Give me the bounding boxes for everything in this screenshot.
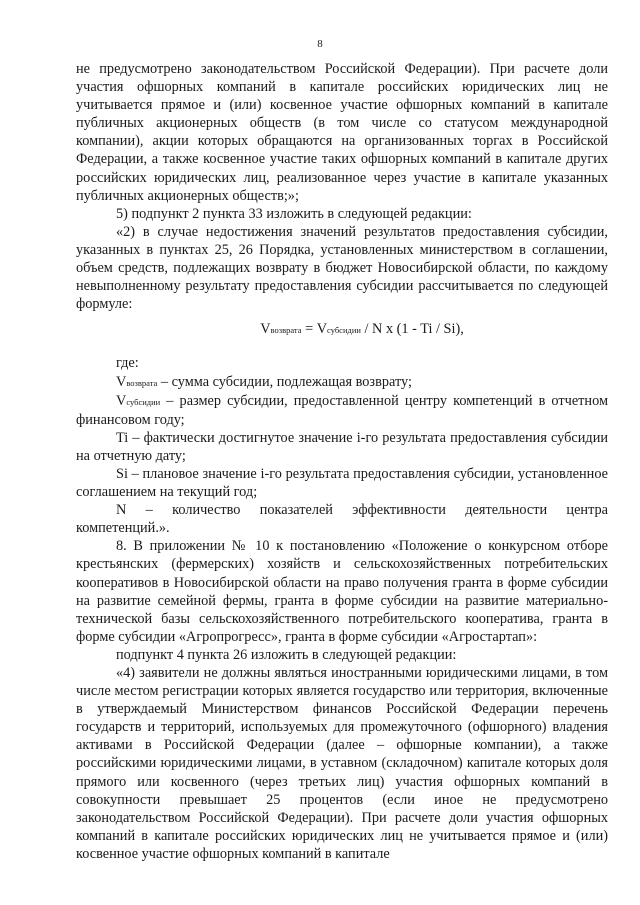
paragraph-subitem-2: «2) в случае недостижения значений результатов предоставления субсидии, указанных в пунктах 25, 26 Порядка, установленных министерством в соглашении, объем средств, подлежащих возврату в бюджет Новосибирской области, по каждому невыполненному результату предоставления субсидии рассчитывается по следующей формуле: bbox=[76, 223, 608, 313]
paragraph-subpoint-4: подпункт 4 пункта 26 изложить в следующей редакции: bbox=[116, 646, 457, 663]
def-v-letter-2: V bbox=[116, 392, 127, 409]
definition-v-vozvrata bbox=[76, 373, 608, 392]
paragraph-item-8: 8. В приложении № 10 к постановлению «Положение о конкурсном отборе крестьянских (фермерских) хозяйств и сельскохозяйственных потребительских кооперативов в Новосибирской области на право получения гранта в форме субсидии на развитие семейной фермы, гранта в форме субсидии на развитие материально-технической базы сельскохозяйственного потребительского кооператива, гранта в форме субсидии «Агропрогресс», гранта в форме субсидии «Агростартап»: bbox=[76, 538, 608, 645]
def-v-subsidii-text: – размер субсидии, предоставленной центру компетенций в отчетном финансовом году; bbox=[76, 392, 608, 428]
def-v-vozvrata-text: – сумма субсидии, подлежащая возврату; bbox=[157, 373, 412, 390]
paragraph-item-5: 5) подпункт 2 пункта 33 изложить в следующей редакции: bbox=[116, 205, 472, 222]
definition-v-subsidii bbox=[76, 392, 608, 429]
page-number: 8 bbox=[317, 38, 323, 50]
def-v-letter: V bbox=[116, 373, 127, 390]
paragraph-subitem-4: «4) заявители не должны являться иностранными юридическими лицами, в том числе местом регистрации которых является государство или территория, включенные в утверждаемый Министерством финансов Российской Федерации перечень государств и территорий, используемых для промежуточного (офшорного) владения активами в Российской Федерации (далее – офшорные компании), а также российскими юридическими лицами, в уставном (складочном) капитале которых доля прямого или косвенного (через третьих лиц) участия офшорных компаний в совокупности превышает 25 процентов (если иное не предусмотрено законодательством Российской Федерации). При расчете доли участия офшорных компаний в капитале российских юридических лиц не учитывается прямое и (или) косвенное участие офшорных компаний в капитале bbox=[76, 665, 608, 862]
definitions-where: где: bbox=[116, 355, 139, 372]
formula-rest: / N x (1 - Ti / Si), bbox=[360, 321, 464, 338]
refund-formula bbox=[76, 320, 608, 339]
paragraph-continuation: не предусмотрено законодательством Российской Федерации). При расчете доли участия офшорных компаний в капитале российских юридических лиц не учитывается прямое и (или) косвенное участие офшорных компаний в капитале публичных акционерных обществ (в том числе со статусом международной компании), акции которых обращаются на организованных торгах в Российской Федерации, а также косвенное участие таких офшорных компаний в капитале других российских юридических лиц, реализованное через участие в капитале указанных публичных акционерных обществ;»; bbox=[76, 61, 608, 204]
formula-v-letter: V bbox=[260, 321, 271, 338]
def-sub-vozvrata: возврата bbox=[126, 377, 158, 388]
document-body bbox=[76, 60, 608, 863]
formula-sub-subsidii: субсидии bbox=[327, 325, 361, 336]
definition-si: Si – плановое значение i-го результата предоставления субсидии, установленное соглашением на текущий год; bbox=[76, 465, 608, 501]
definition-ti: Ti – фактически достигнутое значение i-го результата предоставления субсидии на отчетную дату; bbox=[76, 429, 608, 464]
formula-equals: = bbox=[301, 321, 317, 338]
definition-n: N – количество показателей эффективности деятельности центра компетенций.». bbox=[76, 502, 608, 537]
formula-sub-vozvrata: возврата bbox=[270, 325, 302, 336]
def-sub-subsidii: субсидии bbox=[126, 396, 161, 407]
formula-v-letter-2: V bbox=[316, 321, 328, 338]
